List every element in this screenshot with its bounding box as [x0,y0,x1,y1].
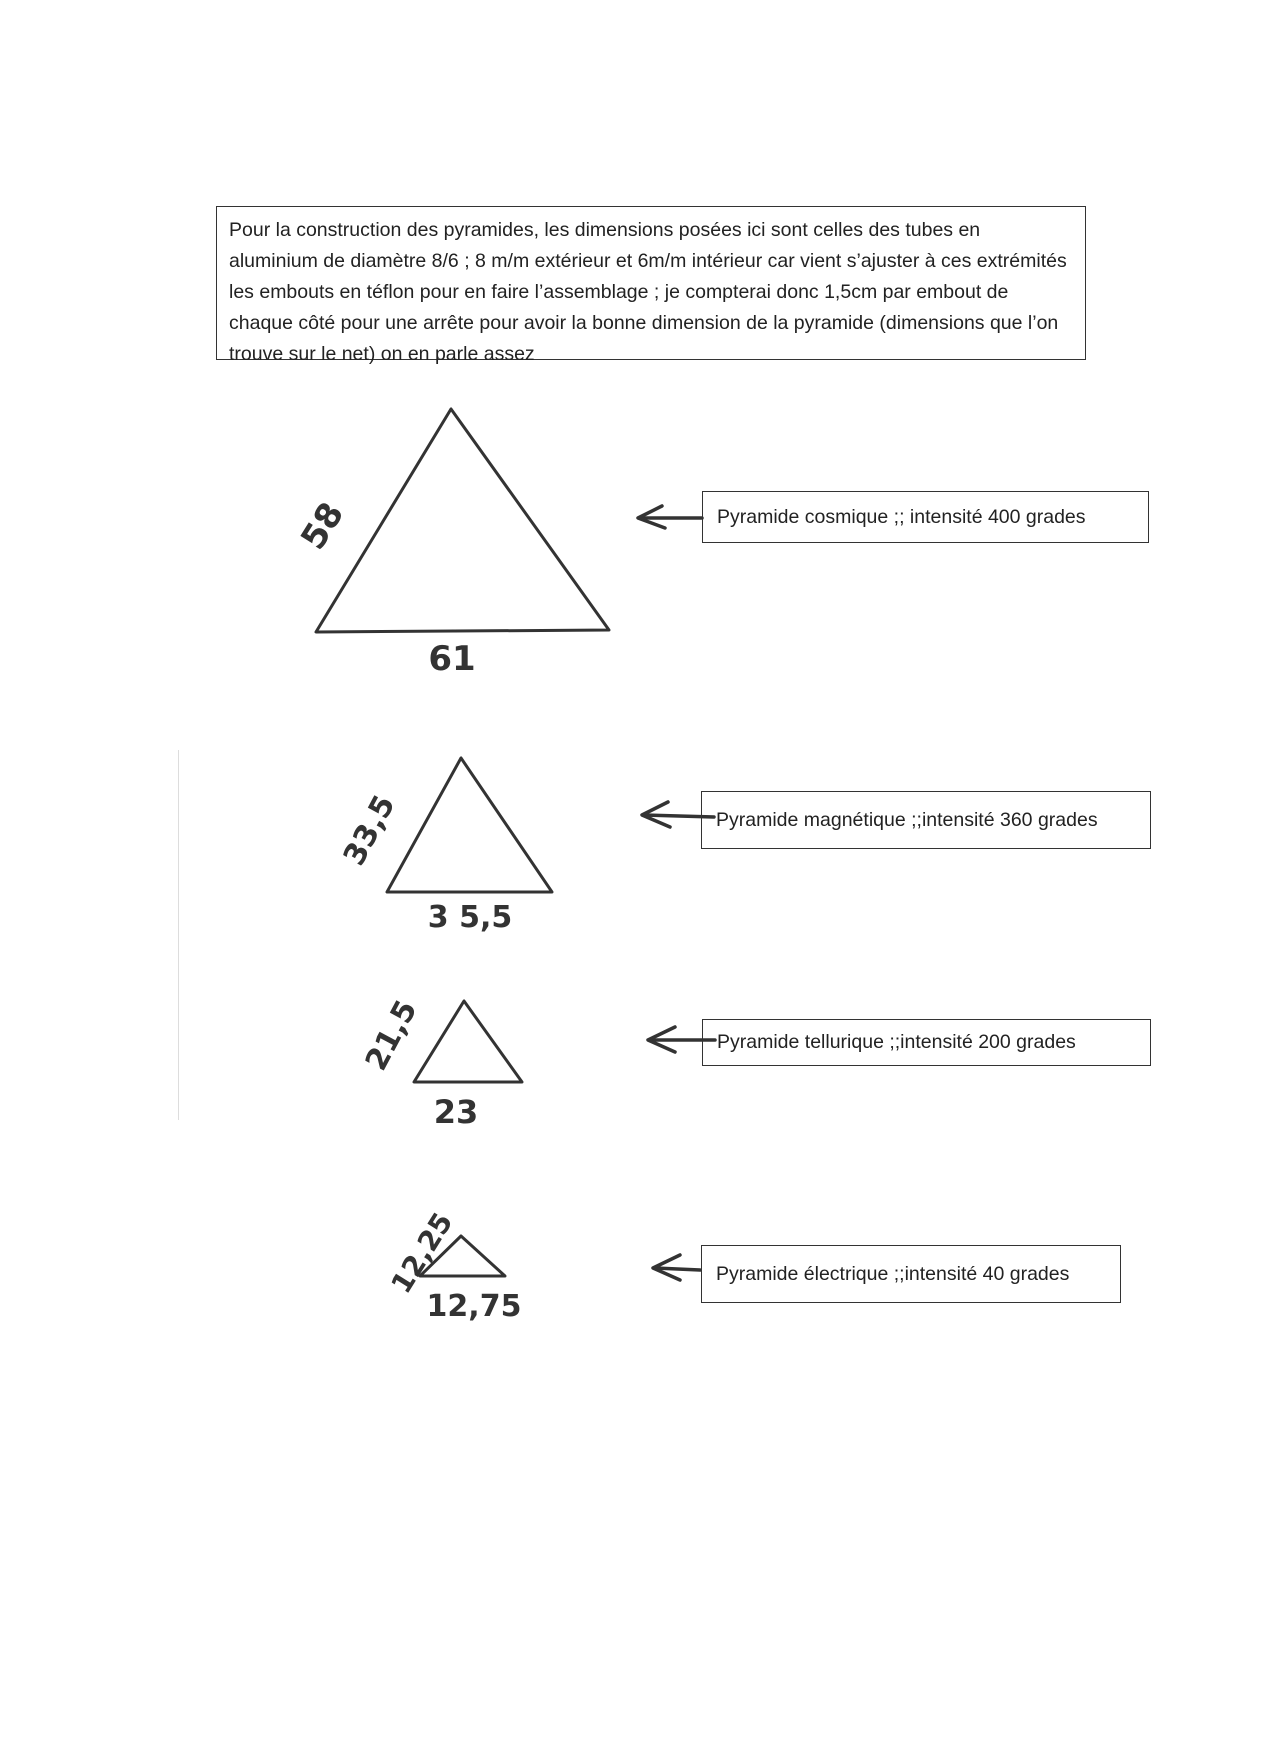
base-label-cosmique: 61 [428,639,476,679]
side-label-tellurique: 21,5 [358,994,425,1077]
label-magnetique: Pyramide magnétique ;;intensité 360 grades [716,808,1098,831]
label-cosmique: Pyramide cosmique ;; intensité 400 grades [717,505,1086,528]
label-tellurique: Pyramide tellurique ;;intensité 200 grades [717,1031,1076,1053]
side-label-cosmique: 58 [293,495,353,557]
label-box-magnetique [701,791,1151,849]
base-label-magnetique: 3 5,5 [427,900,513,935]
triangle-tellurique [414,1001,522,1082]
intro-text: Pour la construction des pyramides, les dimensions posées ici sont celles des tubes en aluminium de diamètre 8/6 ; 8 m/m extérieur et 6m/m intérieur car vient s’ajuster à ces extrémités les embouts en téflon pour en faire l’assemblage ; je compterai donc 1,5cm par embout de chaque côté pour une arrête pour avoir la bonne dimension de la pyramide (dimensions que l’on trouve sur le net) on en parle assez [229,219,1067,365]
arrow-left-icon [638,506,702,528]
triangle-cosmique [316,409,609,632]
label-box-cosmique [702,491,1149,543]
label-box-tellurique [702,1019,1151,1066]
triangle-magnetique [387,758,552,892]
label-box-electrique [701,1245,1121,1303]
base-label-electrique: 12,75 [426,1289,522,1324]
arrow-left-icon [653,1255,700,1280]
label-electrique: Pyramide électrique ;;intensité 40 grades [716,1262,1070,1285]
side-label-electrique: 12,25 [384,1206,460,1300]
side-label-magnetique: 33,5 [336,789,403,872]
base-label-tellurique: 23 [433,1093,479,1131]
